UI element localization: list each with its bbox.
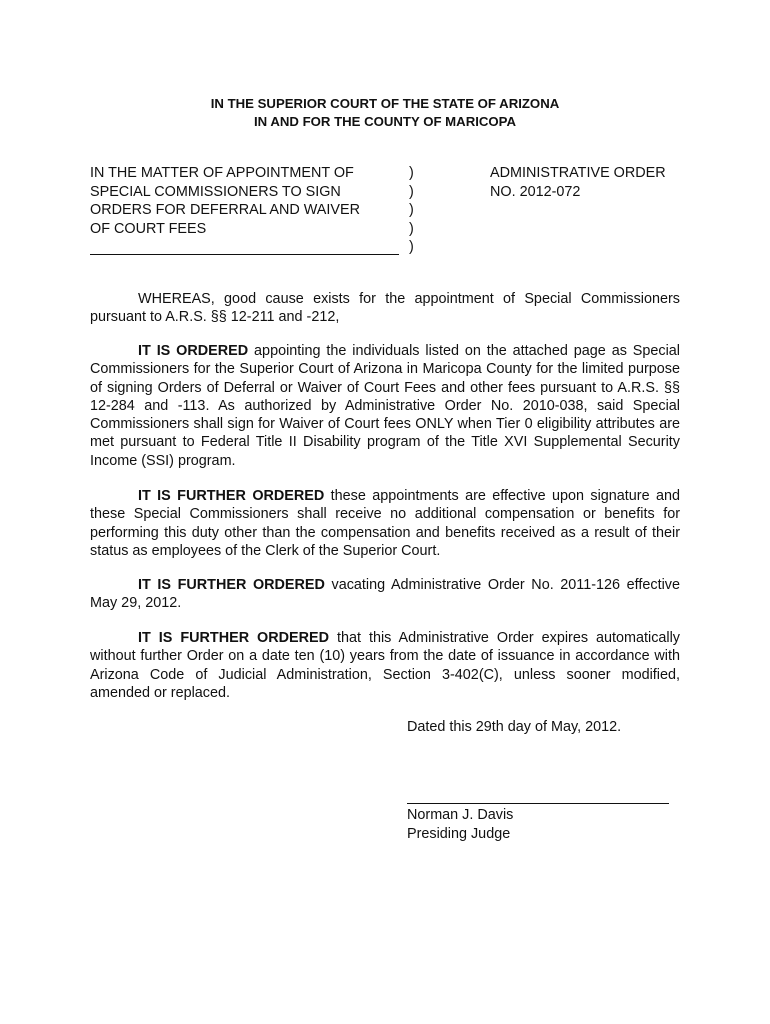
caption-line: OF COURT FEES: [90, 220, 207, 237]
paragraph-text: that this Administrative Order expires automatically without further Order on a date ten (10) years from the date of issuance in accordance with Arizona Code of Judicial Administration, Section 3-402(C), unless sooner modified, amended or replaced.: [90, 630, 681, 701]
caption-underline: [90, 254, 399, 255]
caption-line: ORDERS FOR DEFERRAL AND WAIVER: [90, 202, 360, 218]
further-ordered-paragraph-3: [90, 629, 680, 702]
paragraph-lead: IT IS FURTHER ORDERED: [138, 630, 330, 646]
ordered-paragraph: [90, 342, 680, 470]
paren: ): [409, 165, 414, 181]
court-title: IN THE SUPERIOR COURT OF THE STATE OF ARIZONA: [210, 96, 560, 111]
paragraph-text: vacating Administrative Order No. 2011-126 effective May 29, 2012.: [90, 577, 680, 612]
paren: ): [409, 220, 414, 237]
further-ordered-paragraph-1: [90, 487, 680, 560]
paragraph-lead: IT IS FURTHER ORDERED: [138, 577, 325, 593]
county-title: IN AND FOR THE COUNTY OF MARICOPA: [253, 114, 517, 129]
case-caption: [90, 164, 410, 238]
judge-name: Norman J. Davis: [407, 807, 514, 823]
further-ordered-paragraph-2: [90, 576, 680, 613]
whereas-paragraph: [90, 290, 680, 327]
paragraph-text: these appointments are effective upon signature and these Special Commissioners shall receive no additional compensation or benefits for performing this duty other than the compensation and benefits received as a result of their status as employees of the Clerk of the Superior Court.: [90, 488, 680, 559]
paren: ): [409, 183, 414, 200]
order-number: NO. 2012-072: [490, 183, 581, 200]
caption-line: SPECIAL COMMISSIONERS TO SIGN: [90, 183, 341, 200]
paragraph-lead: IT IS FURTHER ORDERED: [138, 488, 325, 504]
caption-line: IN THE MATTER OF APPOINTMENT OF: [90, 165, 354, 181]
paragraph-text: WHEREAS, good cause exists for the appointment of Special Commissioners pursuant to A.R.S. §§ 12-211 and -212,: [90, 291, 680, 326]
paren: ): [409, 239, 414, 255]
signature-line: [407, 803, 669, 804]
paragraph-text: appointing the individuals listed on the attached page as Special Commissioners for the Superior Court of Arizona in Maricopa County for the limited purpose of signing Orders of Deferral or Waiver of Court Fees and other fees pursuant to A.R.S. §§ 12-284 and -113. As authorized by Administrative Order No. 2010-038, said Special Commissioners shall sign for Waiver of Court fees ONLY when Tier 0 eligibility attributes are met pursuant to Federal Title II Disability program of the Title XVI Supplemental Security Income (SSI) program.: [90, 343, 681, 469]
dated-line: Dated this 29th day of May, 2012.: [407, 719, 622, 735]
judge-title: Presiding Judge: [407, 826, 511, 842]
paragraph-lead: IT IS ORDERED: [138, 343, 249, 359]
order-designation: [490, 164, 666, 201]
caption-parentheses: [409, 164, 414, 257]
paren: ): [409, 202, 414, 218]
order-type: ADMINISTRATIVE ORDER: [490, 165, 666, 181]
